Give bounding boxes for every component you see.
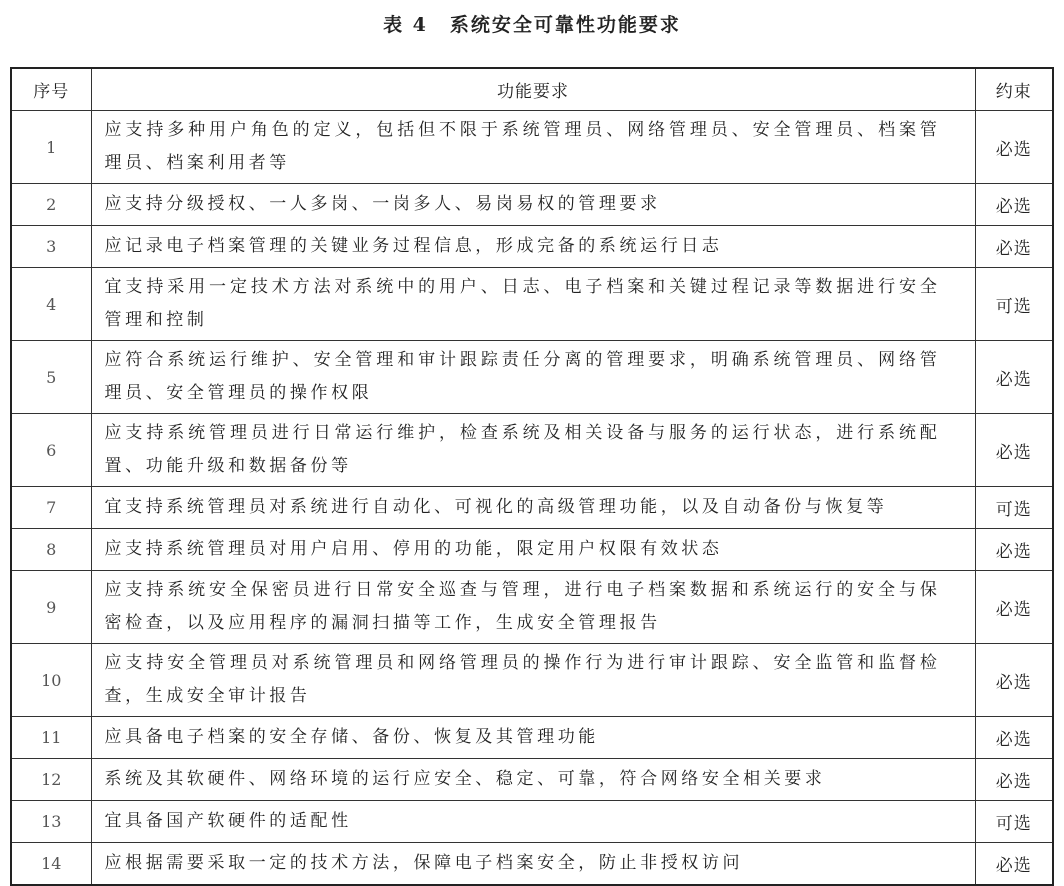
table-row <box>11 184 1053 226</box>
header-no: 序号 <box>11 68 91 111</box>
table-caption <box>0 10 1064 37</box>
row-constraint: 必选 <box>975 226 1053 268</box>
row-number: 2 <box>11 184 91 226</box>
row-number: 9 <box>11 571 91 644</box>
row-constraint: 必选 <box>975 414 1053 487</box>
row-constraint: 必选 <box>975 111 1053 184</box>
table-row <box>11 571 1053 644</box>
row-number: 12 <box>11 759 91 801</box>
table-row <box>11 759 1053 801</box>
row-number: 1 <box>11 111 91 184</box>
table-row <box>11 801 1053 843</box>
row-constraint: 必选 <box>975 759 1053 801</box>
row-requirement: 宜具备国产软硬件的适配性 <box>91 801 975 843</box>
table-number: 表 4 <box>383 14 428 36</box>
row-requirement: 应支持系统安全保密员进行日常安全巡查与管理，进行电子档案数据和系统运行的安全与保密检查，以及应用程序的漏洞扫描等工作，生成安全管理报告 <box>91 571 975 644</box>
row-requirement: 宜支持采用一定技术方法对系统中的用户、日志、电子档案和关键过程记录等数据进行安全管理和控制 <box>91 268 975 341</box>
table-row <box>11 341 1053 414</box>
row-requirement: 宜支持系统管理员对系统进行自动化、可视化的高级管理功能，以及自动备份与恢复等 <box>91 487 975 529</box>
row-constraint: 必选 <box>975 184 1053 226</box>
row-number: 5 <box>11 341 91 414</box>
row-requirement: 系统及其软硬件、网络环境的运行应安全、稳定、可靠，符合网络安全相关要求 <box>91 759 975 801</box>
table-row <box>11 268 1053 341</box>
row-number: 13 <box>11 801 91 843</box>
table-row <box>11 226 1053 268</box>
row-number: 14 <box>11 843 91 886</box>
header-requirement: 功能要求 <box>91 68 975 111</box>
header-row <box>11 68 1053 111</box>
row-requirement: 应支持系统管理员进行日常运行维护，检查系统及相关设备与服务的运行状态，进行系统配置、功能升级和数据备份等 <box>91 414 975 487</box>
row-constraint: 必选 <box>975 341 1053 414</box>
table-row <box>11 487 1053 529</box>
row-requirement: 应支持安全管理员对系统管理员和网络管理员的操作行为进行审计跟踪、安全监管和监督检查，生成安全审计报告 <box>91 644 975 717</box>
table-row <box>11 529 1053 571</box>
row-number: 3 <box>11 226 91 268</box>
row-number: 10 <box>11 644 91 717</box>
row-number: 4 <box>11 268 91 341</box>
row-requirement: 应支持分级授权、一人多岗、一岗多人、易岗易权的管理要求 <box>91 184 975 226</box>
row-constraint: 必选 <box>975 644 1053 717</box>
table-title: 系统安全可靠性功能要求 <box>449 14 681 36</box>
row-number: 11 <box>11 717 91 759</box>
table-row <box>11 843 1053 886</box>
header-constraint: 约束 <box>975 68 1053 111</box>
table-row <box>11 414 1053 487</box>
row-constraint: 必选 <box>975 571 1053 644</box>
row-number: 6 <box>11 414 91 487</box>
row-requirement: 应根据需要采取一定的技术方法，保障电子档案安全，防止非授权访问 <box>91 843 975 886</box>
row-requirement: 应符合系统运行维护、安全管理和审计跟踪责任分离的管理要求，明确系统管理员、网络管理员、安全管理员的操作权限 <box>91 341 975 414</box>
row-constraint: 必选 <box>975 717 1053 759</box>
row-requirement: 应支持系统管理员对用户启用、停用的功能，限定用户权限有效状态 <box>91 529 975 571</box>
table-row <box>11 111 1053 184</box>
row-number: 8 <box>11 529 91 571</box>
row-requirement: 应支持多种用户角色的定义，包括但不限于系统管理员、网络管理员、安全管理员、档案管理员、档案利用者等 <box>91 111 975 184</box>
row-constraint: 必选 <box>975 843 1053 886</box>
row-constraint: 可选 <box>975 268 1053 341</box>
row-constraint: 必选 <box>975 529 1053 571</box>
row-requirement: 应记录电子档案管理的关键业务过程信息，形成完备的系统运行日志 <box>91 226 975 268</box>
row-number: 7 <box>11 487 91 529</box>
row-requirement: 应具备电子档案的安全存储、备份、恢复及其管理功能 <box>91 717 975 759</box>
row-constraint: 可选 <box>975 801 1053 843</box>
row-constraint: 可选 <box>975 487 1053 529</box>
table-row <box>11 717 1053 759</box>
table-row <box>11 644 1053 717</box>
requirements-table <box>10 67 1054 886</box>
